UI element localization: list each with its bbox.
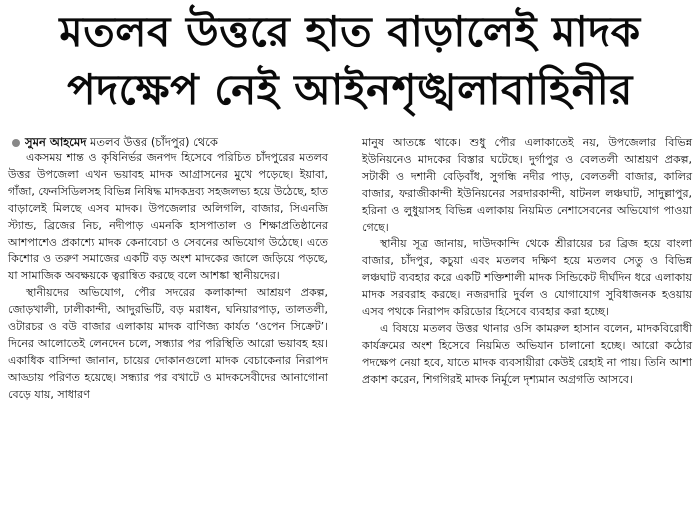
paragraph: স্থানীয়দের অভিযোগ, পৌর সদরের কলাকান্দা আশ্রয়ণ প্রকল্প, জোড়খালী, ঢালীকান্দী, আদুরভিটি, বড় মরাধন, ঘনিয়ারপাড়, তালতলী, ওটারচর ও বউ বাজার এলাকায় মাদক বাণিজ্য কার্যত ‘ওপেন সিক্রেট’। দিনের আলোতেই লেনদেন চলে, সন্ধ্যার পর পরিস্থিতি আরো ভয়াবহ হয়। একাধিক বাসিন্দা জানান, চায়ের দোকানগুলো মাদক বেচাকেনার নিরাপদ আড্ডায় পরিণত হয়েছে। সন্ধ্যার পর বখাটে ও মাদকসেবীদের আনাগোনা বেড়ে যায়, সাধারণ [8, 286, 328, 401]
byline-location: মতলব উত্তর (চাঁদপুর) থেকে [90, 135, 218, 149]
headline-line-1: মতলব উত্তরে হাত বাড়ালেই মাদক [59, 7, 641, 56]
paragraph: স্থানীয় সূত্র জানায়, দাউদকান্দি থেকে শ্রীরায়ের চর ব্রিজ হয়ে বাংলা বাজার, চাঁদপুর, কচুয়া এবং মতলব দক্ষিণ হয়ে মতলব সেতু ও বিভিন্ন লঞ্চঘাট ব্যবহার করে একটি শক্তিশালী মাদক সিন্ডিকেট দীর্ঘদিন ধরে এলাকায় মাদক সরবরাহ করছে। নজরদারি দুর্বল ও যোগাযোগ সুবিধাজনক হওয়ায় এসব পথকে নিরাপদ করিডোর হিসেবে ব্যবহার করা হচ্ছে। [362, 237, 692, 319]
byline-author: সুমন আহমেদ [25, 135, 87, 149]
paragraph: একসময় শান্ত ও কৃষিনির্ভর জনপদ হিসেবে পরিচিত চাঁদপুরের মতলব উত্তর উপজেলা এখন ভয়াবহ মাদক আগ্রাসনের মুখে পড়েছে। ইয়াবা, গাঁজা, ফেনসিডিলসহ বিভিন্ন নিষিদ্ধ মাদকদ্রব্য সহজলভ্য হয়ে উঠেছে, হাত বাড়ালেই মিলছে এসব মাদক। উপজেলার অলিগলি, বাজার, সিএনজি স্ট্যান্ড, ব্রিজের নিচ, নদীপাড় এমনকি হাসপাতাল ও শিক্ষাপ্রতিষ্ঠানের আশপাশেও প্রকাশ্যে মাদক কেনাবেচা ও সেবনের অভিযোগ উঠেছে। এতে কিশোর ও তরুণ সমাজের একটি বড় অংশ মাদকের জালে জড়িয়ে পড়ছে, যা সামাজিক অবক্ষয়কে ত্বরান্বিত করছে বলে আশঙ্কা স্থানীয়দের। [8, 151, 328, 283]
paragraph: মানুষ আতঙ্কে থাকে। শুধু পৌর এলাকাতেই নয়, উপজেলার বিভিন্ন ইউনিয়নেও মাদকের বিস্তার ঘটেছে। দুর্গাপুর ও বেলতলী আশ্রয়ণ প্রকল্প, সটাকী ও দশানী বেড়িবাঁধ, সুগন্ধি নদীর পাড়, বেলতলী বাজার, কালির বাজার, ফরাজীকান্দী ইউনিয়নের সরদারকান্দী, ষাটনল লঞ্চঘাট, সাদুল্লাপুর, হরিনা ও লুধুয়াসহ বিভিন্ন এলাকায় নিয়মিত নেশাসেবনের অভিযোগ পাওয়া গেছে। [362, 136, 692, 234]
article-column-left [8, 150, 328, 404]
article-column-right [362, 135, 692, 389]
bullet-icon [12, 139, 20, 147]
byline [12, 135, 218, 150]
headline-line-2: পদক্ষেপ নেই আইনশৃঙ্খলাবাহিনীর [67, 65, 633, 114]
paragraph: এ বিষয়ে মতলব উত্তর থানার ওসি কামরুল হাসান বলেন, মাদকবিরোধী কার্যক্রমের অংশ হিসেবে নিয়মিত অভিযান চালানো হচ্ছে। আরো কঠোর পদক্ষেপ নেয়া হবে, যাতে মাদক ব্যবসায়ীরা কেউই রেহাই না পায়। তিনি আশা প্রকাশ করেন, শিগগিরই মাদক নির্মূলে দৃশ্যমান অগ্রগতি আসবে। [362, 321, 692, 386]
